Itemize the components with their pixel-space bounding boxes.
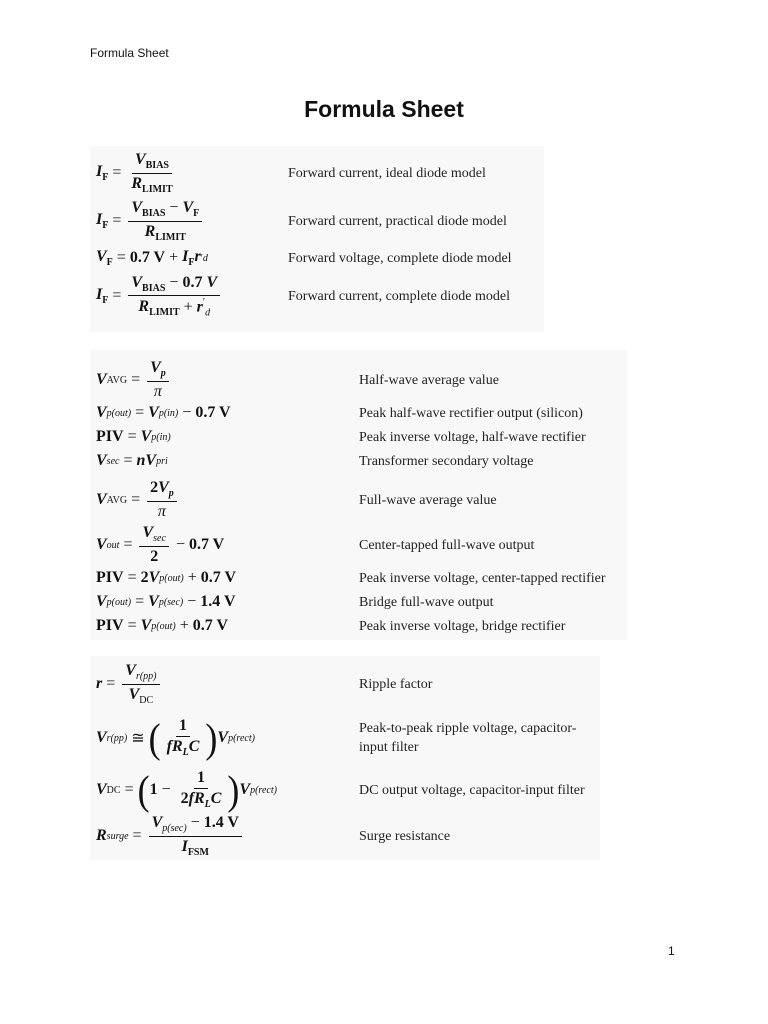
formula-row [90, 426, 627, 448]
formula-description: Ripple factor [359, 676, 433, 692]
formula: V p(out) = V p(in) − 0.7 V [96, 404, 231, 421]
formula-description: Peak half-wave rectifier output (silicon) [359, 405, 583, 421]
formula-row [90, 476, 627, 524]
page-number: 1 [668, 944, 675, 958]
formula-row [90, 402, 627, 424]
formula-description: Full-wave average value [359, 492, 497, 508]
constant-value: 1.4 V [200, 593, 236, 610]
formula-description: Half-wave average value [359, 372, 499, 388]
filter-formulas-block [90, 656, 600, 860]
formula-row [90, 450, 627, 472]
formula-row [90, 354, 627, 406]
formula: V r(pp) ≅ ( $\frac{1}{fR_LC}$ ) V p(rect) [96, 715, 255, 761]
formula-row [90, 522, 627, 568]
formula: V out = $\frac{V_{sec}}{2}$ − 0.7 V [96, 524, 225, 565]
formula-description: Forward current, complete diode model [288, 288, 510, 304]
formula-row [90, 150, 544, 196]
formula-row [90, 710, 600, 766]
formula: $I_F$ = $\frac{V_{BIAS}}{R_{LIMIT}}$ [96, 151, 173, 195]
formula-description: Peak inverse voltage, half-wave rectifier [359, 429, 586, 445]
formula: PIV = V p(in) [96, 428, 171, 445]
formula: V DC = ( 1 − $\frac{1}{2fR_LC}$ ) V p(rect) [96, 767, 277, 813]
formula-row [90, 198, 544, 244]
formula-row [90, 272, 544, 320]
formula-description: Surge resistance [359, 828, 451, 844]
formula-row [90, 615, 627, 637]
formula: r = $\frac{V_{r(pp)}}{V_{DC}}$ [96, 658, 163, 710]
formula: $I_F$ = $\frac{V_{BIAS} - V_F}{R_{LIMIT}}$ [96, 198, 205, 244]
formula: V AVG = $\frac{V_p}{\pi}$ [96, 354, 172, 406]
formula-description: Transformer secondary voltage [359, 453, 534, 469]
formula: PIV = V p(out) + 0.7 V [96, 617, 229, 634]
formula-row [90, 246, 544, 270]
formula: $I_F$ = $\frac{V_{BIAS} - 0.7 V}{R_{LIMIT} + r'_d}$ [96, 272, 223, 320]
page-title: Formula Sheet [304, 96, 464, 122]
formula-row [90, 766, 600, 814]
formula-row [90, 591, 627, 613]
formula-description: Center-tapped full-wave output [359, 537, 535, 553]
formula: V sec = n V pri [96, 452, 168, 469]
formula-row [90, 812, 600, 860]
formula: $V_F$ = 0.7 V + $I_Fr$ ′ d [96, 247, 208, 269]
constant-value: 0.7 V [129, 249, 166, 266]
rectifier-formulas-block [90, 350, 627, 640]
formula-description: Peak inverse voltage, bridge rectifier [359, 618, 566, 634]
formula: PIV = 2V p(out) + 0.7 V [96, 569, 237, 586]
formula-row [90, 567, 627, 589]
formula-description: Bridge full-wave output [359, 594, 494, 610]
formula-description: Forward voltage, complete diode model [288, 250, 512, 266]
formula: V p(out) = V p(sec) − 1.4 V [96, 593, 236, 610]
formula: R surge = $\frac{V_{p(sec)} - 1.4 V}{I_{FSM}}$ [96, 812, 245, 860]
formula-description: Forward current, ideal diode model [288, 165, 486, 181]
formula-row [90, 658, 600, 710]
formula: V AVG = $\frac{2V_p}{\pi}$ [96, 476, 180, 524]
formula-description: Forward current, practical diode model [288, 213, 507, 229]
formula-description: DC output voltage, capacitor-input filter [359, 782, 585, 798]
formula-description: Peak-to-peak ripple voltage, capacitor-input filter [359, 721, 577, 755]
running-header: Formula Sheet [90, 46, 169, 60]
formula-description: Peak inverse voltage, center-tapped rectifier [359, 570, 606, 586]
diode-formulas-block [90, 146, 544, 332]
